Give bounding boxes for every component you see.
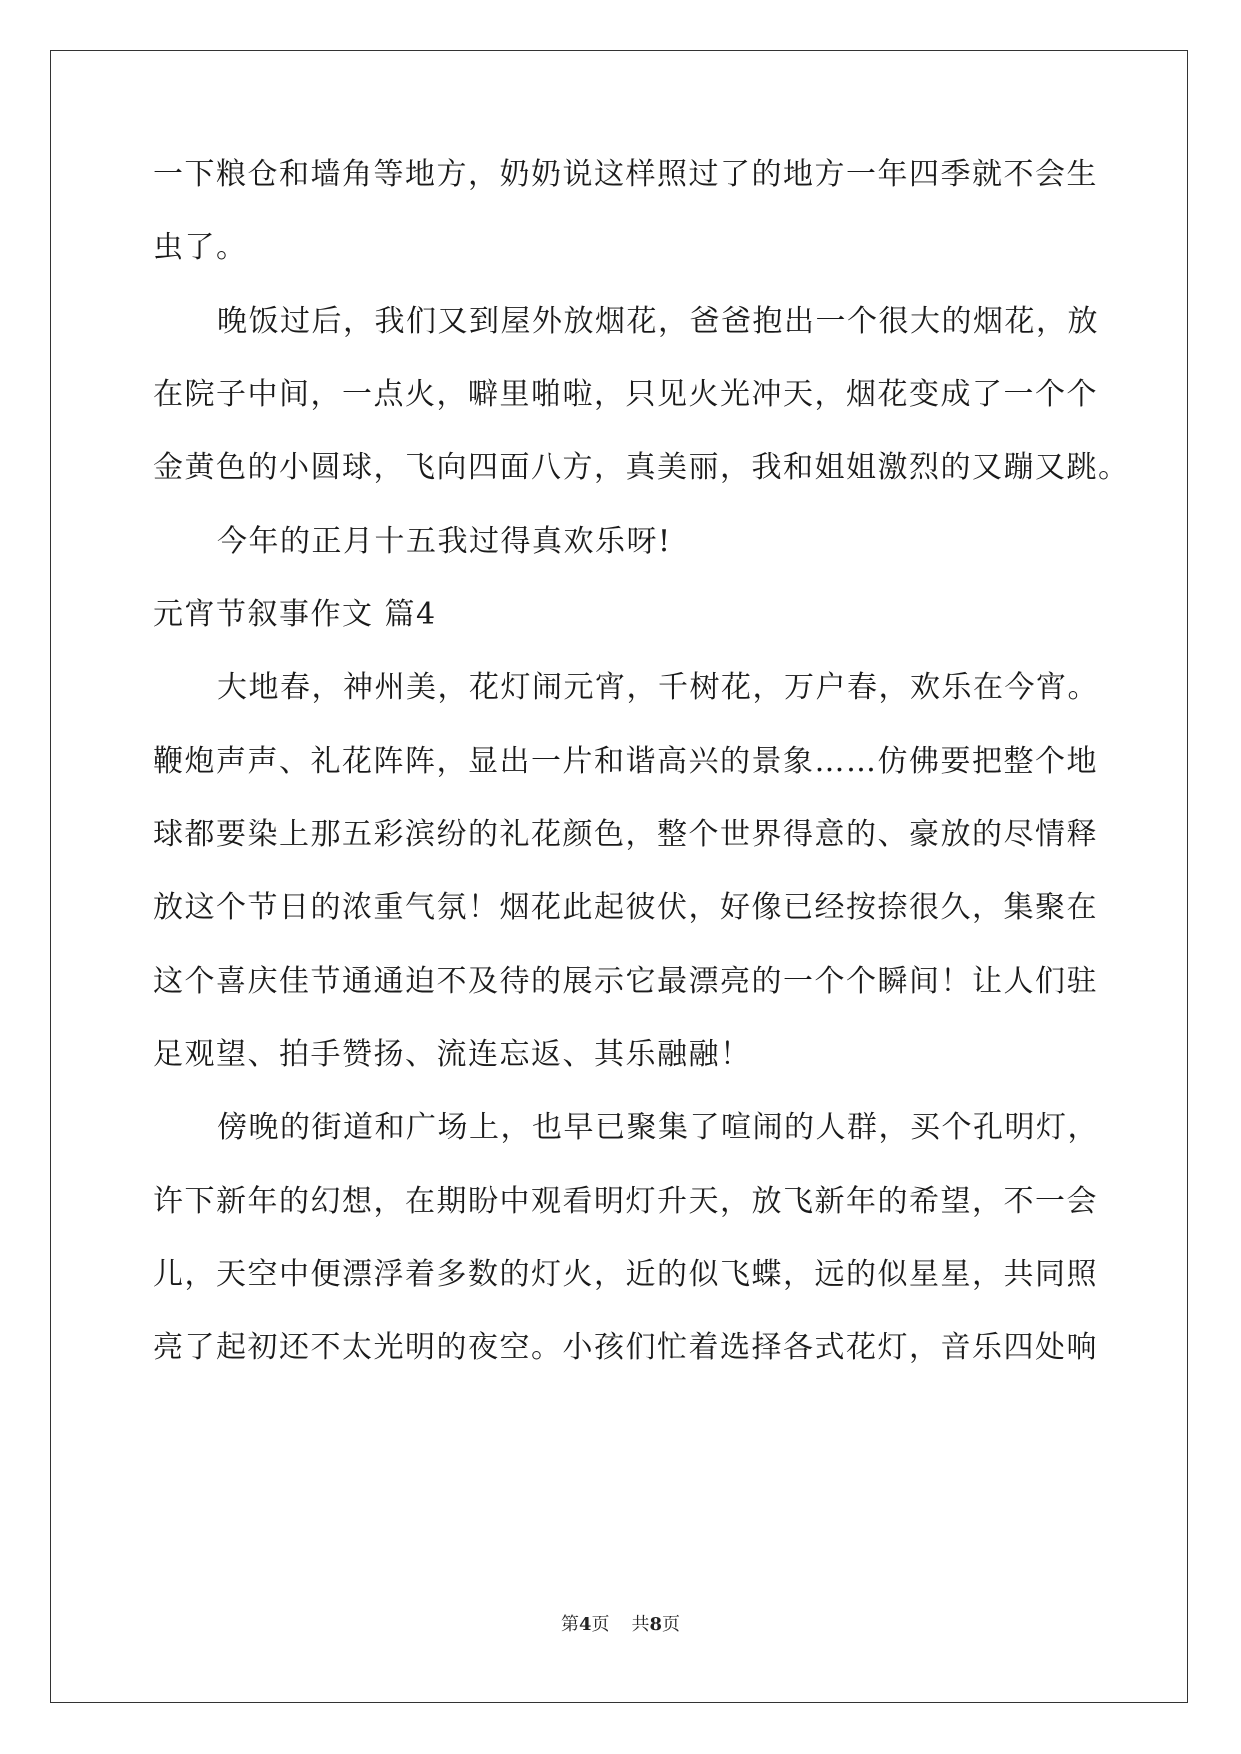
text-line: 放这个节日的浓重气氛！烟花此起彼伏，好像已经按捺很久，集聚在: [153, 890, 1098, 925]
text-line: 这个喜庆佳节通通迫不及待的展示它最漂亮的一个个瞬间！让人们驻: [153, 964, 1098, 999]
total-prefix: 共: [631, 1614, 650, 1635]
page-total: 8: [649, 1614, 663, 1635]
paragraph-start-line: 大地春，神州美，花灯闹元宵，千树花，万户春，欢乐在今宵。: [217, 670, 1099, 705]
text-line: 儿，天空中便漂浮着多数的灯火，近的似飞蝶，远的似星星，共同照: [153, 1257, 1098, 1292]
paragraph-start-line: 晚饭过后，我们又到屋外放烟花，爸爸抱出一个很大的烟花，放: [217, 304, 1099, 339]
text-line: 金黄色的小圆球，飞向四面八方，真美丽，我和姐姐激烈的又蹦又跳。: [153, 450, 1130, 485]
text-line: 一下粮仓和墙角等地方，奶奶说这样照过了的地方一年四季就不会生: [153, 157, 1098, 192]
text-line: 亮了起初还不太光明的夜空。小孩们忙着选择各式花灯，音乐四处响: [153, 1330, 1098, 1365]
section-heading: 元宵节叙事作文 篇4: [153, 597, 437, 632]
page-suffix: 页: [591, 1614, 610, 1635]
page-border: [50, 50, 1188, 1703]
text-line: 在院子中间，一点火，噼里啪啦，只见火光冲天，烟花变成了一个个: [153, 377, 1098, 412]
text-line: 虫了。: [153, 230, 248, 265]
paragraph-start-line: 今年的正月十五我过得真欢乐呀!: [217, 524, 672, 559]
total-suffix: 页: [662, 1614, 681, 1635]
text-line: 许下新年的幻想，在期盼中观看明灯升天，放飞新年的希望，不一会: [153, 1184, 1098, 1219]
text-line: 鞭炮声声、礼花阵阵，显出一片和谐高兴的景象……仿佛要把整个地: [153, 744, 1098, 779]
paragraph-start-line: 傍晚的街道和广场上，也早已聚集了喧闹的人群，买个孔明灯，: [217, 1110, 1099, 1145]
text-line: 球都要染上那五彩滨纷的礼花颜色，整个世界得意的、豪放的尽情释: [153, 817, 1098, 852]
page-number: 4: [578, 1614, 592, 1635]
text-line: 足观望、拍手赞扬、流连忘返、其乐融融！: [153, 1037, 752, 1072]
page-footer: [0, 1610, 1241, 1636]
page-prefix: 第: [560, 1614, 579, 1635]
